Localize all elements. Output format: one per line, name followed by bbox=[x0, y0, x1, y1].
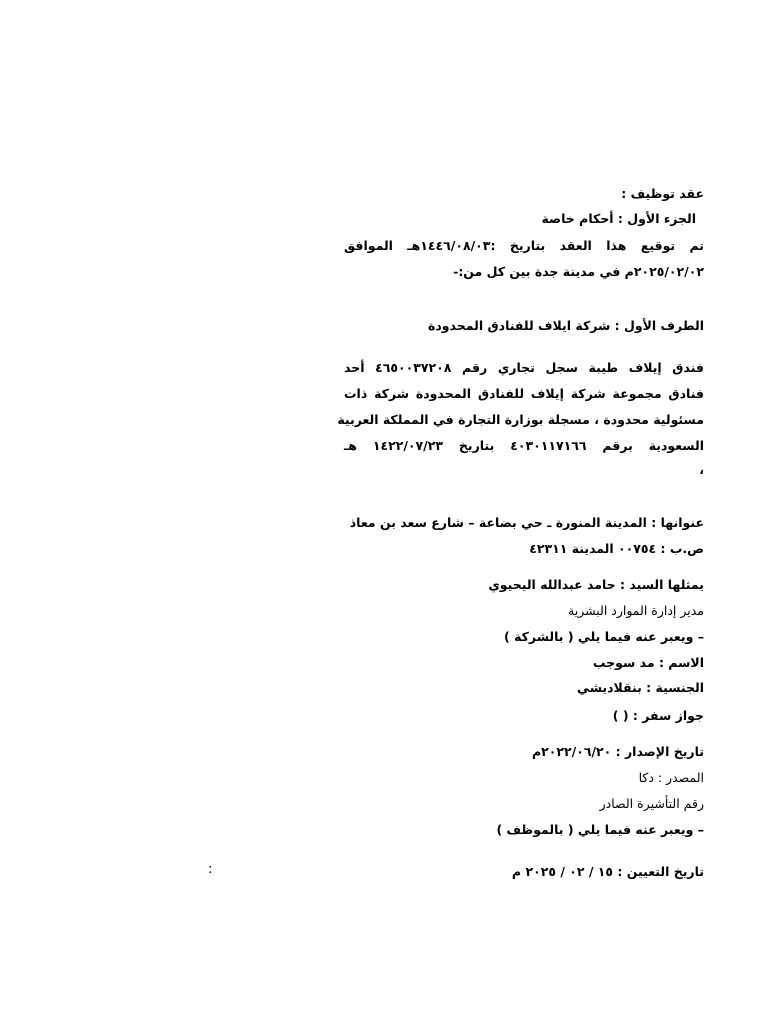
contract-title: عقد توظيف : bbox=[621, 186, 704, 201]
signing-line-1: تم توقيع هذا العقد بتاريخ :١٤٤٦/٠٨/٠٣هـ الموافق bbox=[344, 238, 705, 253]
source: المصدر : دكا bbox=[638, 770, 704, 785]
nationality: الجنسية : بنقلاديشي bbox=[577, 680, 704, 695]
passport: جواز سفر : ( ) bbox=[612, 708, 704, 723]
part-one-heading: الجزء الأول : أحكام خاصة bbox=[541, 211, 696, 226]
company-desc-line-3: مسئولية محدودة ، مسجلة بوزارة التجارة في المملكة العربية bbox=[337, 412, 704, 427]
company-desc-line-4: السعودية برقم ٤٠٣٠١١٧١٦٦ بتاريخ ١٤٢٢/٠٧/٢٣ هـ bbox=[344, 438, 704, 453]
signing-line-2: ٢٠٢٥/٠٢/٠٢م في مدينة جدة بين كل من:- bbox=[453, 264, 704, 279]
position-title: مدير إدارة الموارد البشرية bbox=[568, 603, 704, 618]
employee-alias: – ويعبر عنه فيما يلي ( بالموظف ) bbox=[496, 822, 704, 837]
issue-date: تاريخ الإصدار : ٢٠٢٢/٠٦/٢٠م bbox=[531, 744, 704, 759]
first-party-heading: الطرف الأول : شركة ايلاف للفنادق المحدودة bbox=[427, 318, 704, 333]
company-desc-line-2: فنادق مجموعة شركة إيلاف للفنادق المحدودة شركة ذات bbox=[344, 386, 704, 401]
employee-name: الاسم : مد سوجب bbox=[592, 655, 704, 670]
represented-by: يمثلها السيد : حامد عبدالله اليحيوي bbox=[488, 577, 704, 592]
company-desc-line-1: فندق إيلاف طيبة سجل تجاري رقم ٤٦٥٠٠٣٧٢٠٨ أحد bbox=[344, 360, 704, 375]
po-box-line: ص.ب : ٠٠٧٥٤ المدينة ٤٢٣١١ bbox=[529, 541, 704, 556]
visa-number: رقم التأشيرة الصادر bbox=[599, 796, 704, 811]
address-line: عنوانها : المدينة المنورة ـ حي بضاعة – شارع سعد بن معاذ bbox=[349, 515, 704, 530]
side-colon: : bbox=[208, 862, 213, 877]
company-alias: – ويعبر عنه فيما يلي ( بالشركة ) bbox=[504, 629, 704, 644]
company-desc-line-5: ، bbox=[699, 462, 704, 477]
appointment-date: تاريخ التعيين : ١٥ / ٠٢ / ٢٠٢٥ م bbox=[511, 864, 704, 879]
